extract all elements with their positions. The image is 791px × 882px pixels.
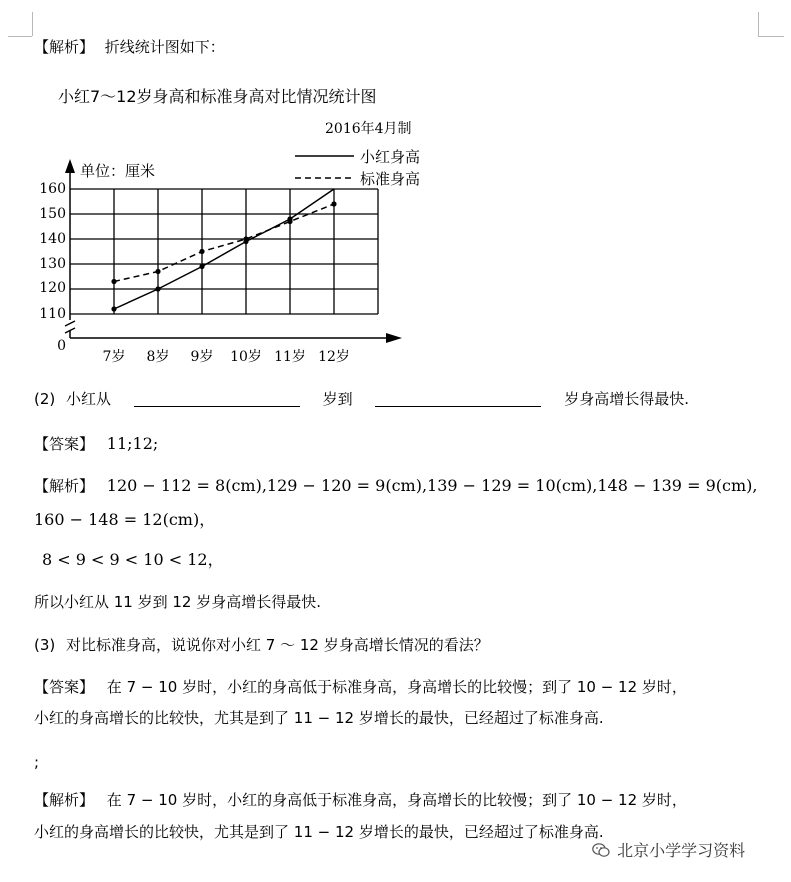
data-point [331,201,336,206]
chart-grid [70,189,378,314]
x-axis-arrow [386,333,402,343]
data-point [199,249,204,254]
chart-subtitle: 2016年4月制 [325,121,412,137]
page-corner-mark [8,36,32,37]
chart-series [111,189,336,312]
x-tick-label: 12岁 [318,349,350,365]
x-tick-label: 9岁 [190,349,214,365]
wechat-icon [592,842,610,858]
y-tick-label: 160 [39,181,66,197]
expl3-line2: 小红的身高增长的比较快，尤其是到了 11 − 12 岁增长的最快，已经超过了标准身高. [34,823,604,841]
expl3-line1: 在 7 − 10 岁时，小红的身高低于标准身高，身高增长的比较慢；到了 10 − 12 岁时， [106,791,687,809]
question-2 [34,389,689,409]
expl2-line4: 所以小红从 11 岁到 12 岁身高增长得最快. [34,593,322,611]
series-line-standard [114,204,334,282]
watermark [592,838,745,861]
intro-line [34,37,225,57]
y-tick-label: 120 [39,280,66,296]
q2-part3: 岁身高增长得最快. [564,390,689,408]
x-tick-label: 8岁 [146,349,170,365]
y-tick-label: 150 [39,206,66,222]
question-3 [34,635,489,655]
ans3-line1: 在 7 − 10 岁时，小红的身高低于标准身高，身高增长的比较慢；到了 10 − 12 岁时， [106,678,687,696]
data-point [243,236,248,241]
chart-title: 小红7～12岁身高和标准身高对比情况统计图 [58,87,377,106]
y-tick-label: 0 [57,338,66,354]
q3-text: 对比标准身高，说说你对小红 7 ～ 12 岁身高增长情况的看法？ [66,636,489,654]
page-corner-mark [32,12,33,36]
explanation-2-line-1 [34,476,757,496]
y-axis-arrow [65,159,75,173]
y-axis-unit: 单位：厘米 [80,162,156,180]
watermark-text: 北京小学学习资料 [617,841,746,860]
x-tick-labels [103,348,350,365]
data-point [199,264,204,269]
x-tick-label: 10岁 [230,349,262,365]
y-tick-label: 130 [39,256,66,272]
legend-xiaohong: 小红身高 [360,148,421,166]
answer-blank-2[interactable] [375,390,541,407]
separator-semicolon: ; [34,753,40,771]
ans2-tag: 【答案】 [34,435,95,453]
page-corner-mark [758,36,784,37]
data-point [111,279,116,284]
ans3-line2: 小红的身高增长的比较快，尤其是到了 11 − 12 岁增长的最快，已经超过了标准身高. [34,709,604,727]
explanation-3-line-1 [34,790,687,810]
intro-text: 折线统计图如下： [104,38,225,56]
q3-number: (3) [34,636,56,654]
y-tick-labels [39,181,66,354]
legend-standard: 标准身高 [360,170,421,188]
expl2-line1: 120 − 112 = 8(cm),129 − 120 = 9(cm),139 − 129 = 10(cm),148 − 139 = 9(cm), [106,476,758,495]
x-tick-label: 11岁 [274,349,306,365]
intro-tag: 【解析】 [34,38,95,56]
page-corner-mark [758,12,759,36]
q2-part2: 岁到 [322,390,353,408]
answer-2 [34,434,158,454]
series-line-xiaohong [114,189,334,309]
y-tick-label: 140 [39,231,66,247]
expl2-line2: 160 − 148 = 12(cm)， [34,510,216,529]
answer-blank-1[interactable] [134,390,300,407]
answer-3-line-1 [34,677,687,697]
ans3-tag: 【答案】 [34,678,95,696]
data-point [155,269,160,274]
q2-number: (2) [34,390,56,408]
expl2-line3: 8 < 9 < 9 < 10 < 12， [42,550,224,569]
data-point [155,286,160,291]
data-point [111,306,116,311]
y-tick-label: 110 [39,306,66,322]
ans2-text: 11;12; [106,434,159,453]
expl3-tag: 【解析】 [34,791,95,809]
expl2-tag: 【解析】 [34,477,95,495]
line-chart [30,80,450,375]
q2-part1: 小红从 [66,390,112,408]
x-tick-label: 7岁 [102,349,126,365]
data-point [287,219,292,224]
